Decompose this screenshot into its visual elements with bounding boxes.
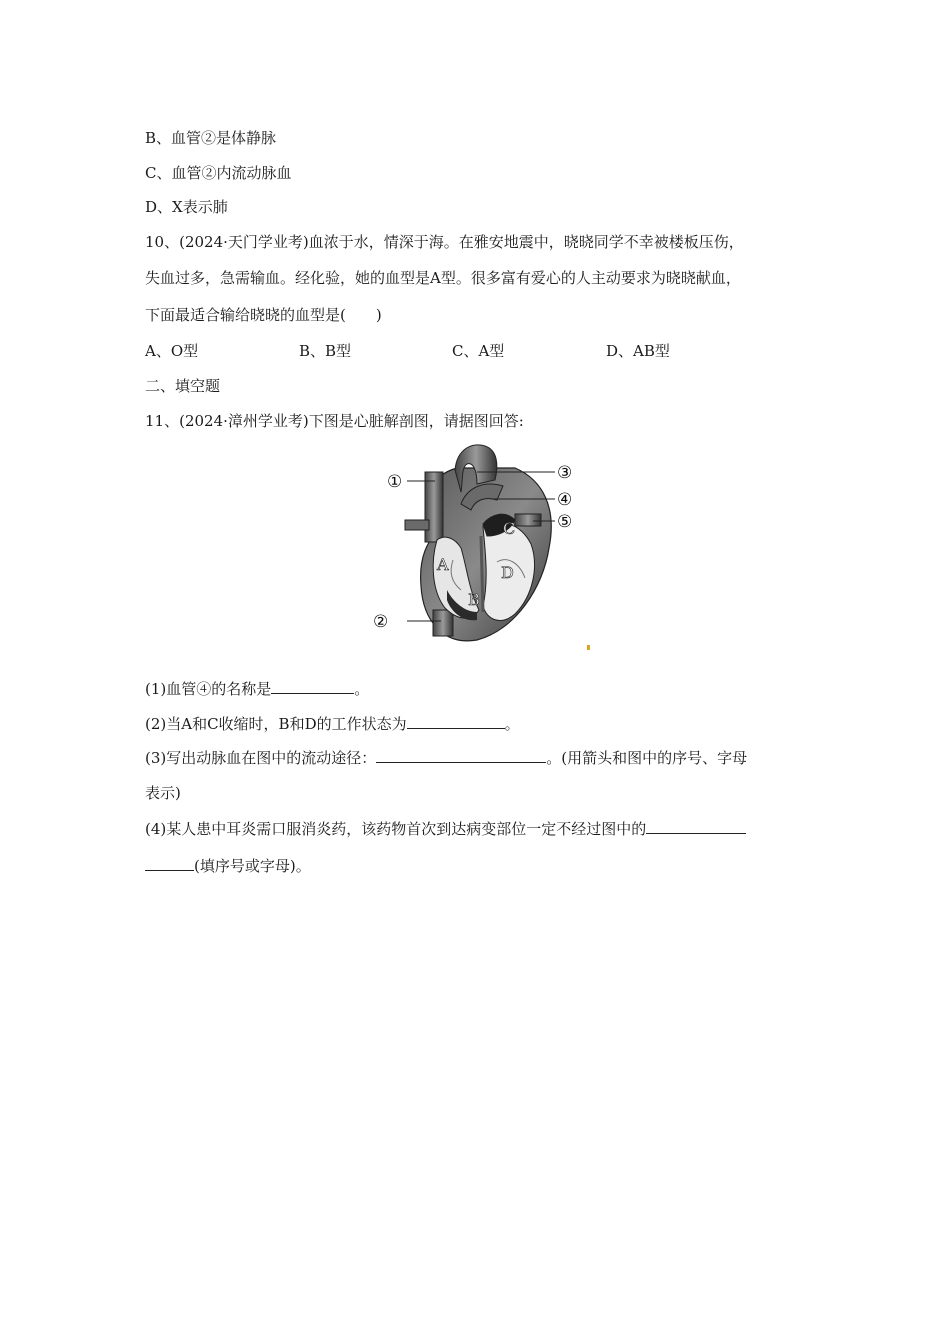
label-4: ④ [557,490,573,510]
section-title: 二、填空题 [145,377,221,395]
q9-option-d: D、X表示肺 [145,198,228,216]
q10-option-c: C、A型 [452,342,505,360]
q11-sub2-text: (2)当A和C收缩时，B和D的工作状态为 [145,715,407,733]
q11-sub3-text: (3)写出动脉血在图中的流动途径： [145,749,377,767]
q11-sub4-text: (4)某人患中耳炎需口服消炎药，该药物首次到达病变部位一定不经过图中的 [145,820,647,838]
q11-sub3-end: 。(用箭头和图中的序号、字母 [546,749,748,767]
q11-sub1-text: (1)血管④的名称是 [145,680,272,698]
label-chamber-c: C [503,519,516,538]
q10-stem-line3: 下面最适合输给晓晓的血型是( ) [145,306,382,324]
q10-option-d: D、AB型 [606,342,670,360]
q11-stem: 11、(2024·漳州学业考)下图是心脏解剖图，请据图回答: [145,412,524,430]
answer-blank-2[interactable] [407,713,505,729]
q11-sub1-end: 。 [354,680,370,698]
q11-sub4-line2 [145,855,311,876]
q11-sub3-line2: 表示) [145,784,181,802]
q11-sub2 [145,713,520,734]
answer-blank-4a[interactable] [646,818,746,834]
label-chamber-d: D [501,563,514,582]
q10-stem-line1: 10、(2024·天门学业考)血浓于水，情深于海。在雅安地震中，晓晓同学不幸被楼板压伤， [145,233,744,251]
q10-option-a: A、O型 [145,342,199,360]
label-5: ⑤ [557,512,573,532]
q11-sub1 [145,678,369,699]
label-chamber-a: A [437,555,449,574]
q10-stem-line2: 失血过多，急需输血。经化验，她的血型是A型。很多富有爱心的人主动要求为晓晓献血， [145,269,741,287]
q11-sub4 [145,818,746,839]
q11-sub2-end: 。 [504,715,520,733]
label-chamber-b: B [468,590,480,609]
heart-diagram [365,440,595,652]
answer-blank-3[interactable] [376,747,546,763]
q9-option-c: C、血管②内流动脉血 [145,164,292,182]
stray-mark [587,645,590,650]
answer-blank-4b[interactable] [145,855,194,871]
answer-blank-1[interactable] [271,678,354,694]
q10-option-b: B、B型 [299,342,352,360]
label-3: ③ [557,463,573,483]
label-1: ① [387,472,403,492]
q9-option-b: B、血管②是体静脉 [145,129,277,147]
q11-sub3 [145,747,747,768]
label-2: ② [373,612,389,632]
q11-sub4-end: (填序号或字母)。 [194,857,311,875]
